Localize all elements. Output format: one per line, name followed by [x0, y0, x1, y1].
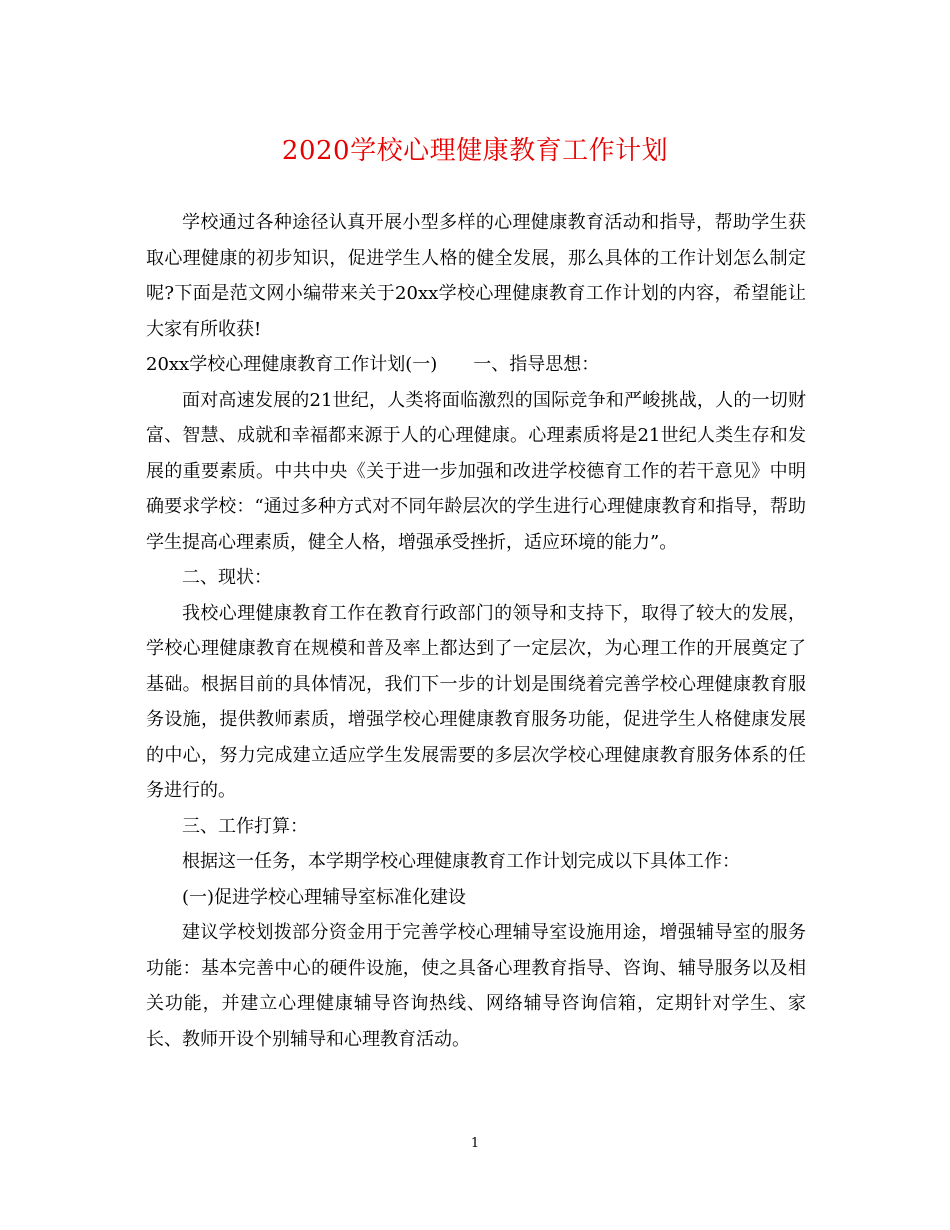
page-number: 1 [470, 1136, 480, 1151]
paragraph-guiding-thought: 面对高速发展的21世纪，人类将面临激烈的国际竞争和严峻挑战，人的一切财富、智慧、成就和幸福都来源于人的心理健康。心理素质将是21世纪人类生存和发展的重要素质。中共中央《关于进一步加强和改进学校德育工作的若干意见》中明确要求学校：“通过多种方式对不同年龄层次的学生进行心理健康教育和指导，帮助学生提高心理素质，健全人格，增强承受挫折，适应环境的能力”。 [146, 389, 806, 553]
paragraph-plan-heading: 20xx学校心理健康教育工作计划(一) 一、指导思想： [146, 354, 600, 375]
document-body [146, 205, 806, 1057]
paragraph-intro: 学校通过各种途径认真开展小型多样的心理健康教育活动和指导，帮助学生获取心理健康的初步知识，促进学生人格的健全发展，那么具体的工作计划怎么制定呢?下面是范文网小编带来关于20xx学校心理健康教育工作计划的内容，希望能让大家有所收获! [146, 212, 806, 340]
paragraph-status: 我校心理健康教育工作在教育行政部门的领导和支持下，取得了较大的发展，学校心理健康教育在规模和普及率上都达到了一定层次，为心理工作的开展奠定了基础。根据目前的具体情况，我们下一步的计划是围绕着完善学校心理健康教育服务设施，提供教师素质，增强学校心理健康教育服务功能，促进学生人格健康发展的中心，努力完成建立适应学生发展需要的多层次学校心理健康教育服务体系的任务进行的。 [146, 602, 806, 801]
section-heading-work-plan: 三、工作打算： [182, 815, 308, 837]
paragraph-counseling-room: 建议学校划拨部分资金用于完善学校心理辅导室设施用途，增强辅导室的服务功能：基本完善中心的硬件设施，使之具备心理教育指导、咨询、辅导服务以及相关功能，并建立心理健康辅导咨询热线、网络辅导咨询信箱，定期针对学生、家长、教师开设个别辅导和心理教育活动。 [146, 922, 806, 1050]
section-heading-status: 二、现状： [182, 567, 272, 588]
paragraph-work-plan-intro: 根据这一任务，本学期学校心理健康教育工作计划完成以下具体工作： [182, 851, 740, 872]
subsection-heading-counseling-room: (一)促进学校心理辅导室标准化建设 [182, 886, 467, 908]
document-title: 2020学校心理健康教育工作计划 [281, 136, 669, 166]
